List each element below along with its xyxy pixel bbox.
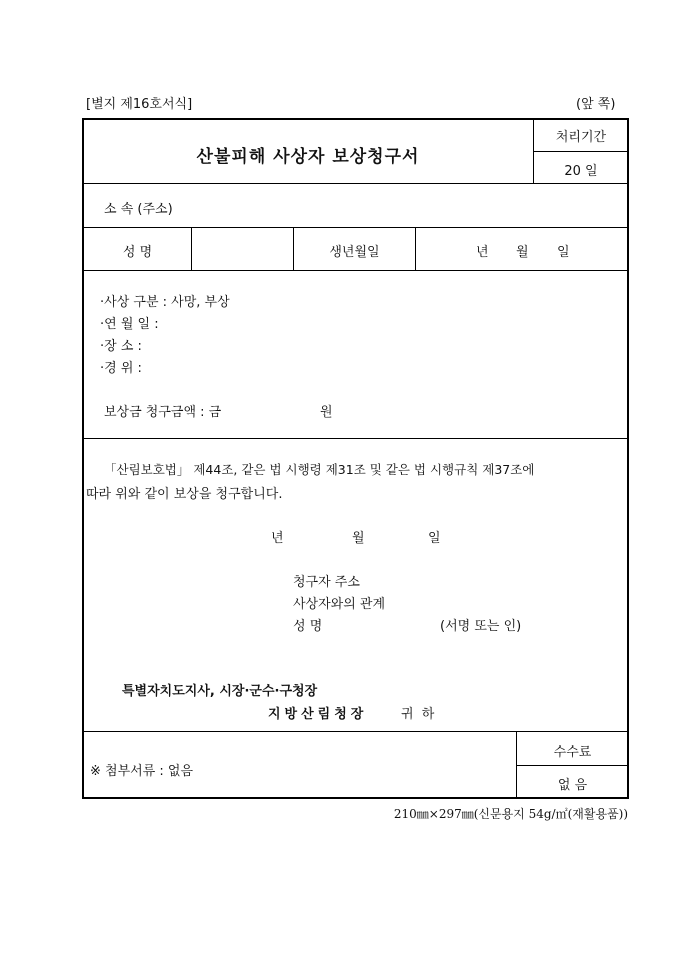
honorific: 귀 하 bbox=[401, 707, 437, 722]
paper-spec: 210㎜×297㎜(신문용지 54g/㎡(재활용품)) bbox=[393, 807, 628, 821]
rule-person-bottom bbox=[83, 270, 628, 271]
birthdate-label: 생년월일 bbox=[329, 245, 380, 260]
birthdate-year: 년 bbox=[476, 245, 489, 260]
birthdate-day: 일 bbox=[557, 245, 570, 260]
declaration-line1: 「산림보호법」 제44조, 같은 법 시행령 제31조 및 같은 법 시행규칙 제37조에 bbox=[104, 462, 535, 477]
fee-label: 수수료 bbox=[553, 745, 592, 760]
rule-period-middle bbox=[533, 151, 628, 152]
rule-affiliation-bottom bbox=[83, 227, 628, 228]
form-number: [별지 제16호서식] bbox=[86, 97, 193, 112]
declaration-day: 일 bbox=[428, 531, 441, 546]
rule-person-sep1 bbox=[191, 228, 192, 270]
recipient-line2: 지방산림청장 bbox=[268, 707, 368, 722]
declaration-month: 월 bbox=[352, 531, 365, 546]
page-side: (앞 쪽) bbox=[576, 97, 616, 112]
incident-circumstances: ·경 위 : bbox=[100, 361, 142, 376]
processing-period-value: 20 일 bbox=[564, 164, 598, 179]
birthdate-month: 월 bbox=[516, 245, 529, 260]
processing-period-label: 처리기간 bbox=[555, 130, 607, 145]
rule-title-bottom bbox=[83, 183, 628, 184]
claim-amount-label: 보상금 청구금액 : 금 bbox=[104, 405, 222, 420]
name-label: 성 명 bbox=[122, 245, 153, 260]
affiliation-label: 소 속 (주소) bbox=[104, 202, 173, 217]
incident-date: ·연 월 일 : bbox=[100, 317, 159, 332]
incident-place: ·장 소 : bbox=[100, 339, 142, 354]
claim-amount-unit: 원 bbox=[320, 405, 333, 420]
casualty-type: ·사상 구분 : 사망, 부상 bbox=[100, 295, 230, 310]
rule-declaration-bottom bbox=[83, 731, 628, 732]
rule-person-sep3 bbox=[415, 228, 416, 270]
claimant-address-label: 청구자 주소 bbox=[293, 575, 360, 590]
rule-fee-middle bbox=[516, 765, 628, 766]
declaration-line2: 따라 위와 같이 보상을 청구합니다. bbox=[86, 487, 283, 502]
relation-label: 사상자와의 관계 bbox=[293, 597, 386, 612]
form-title: 산불피해 사상자 보상청구서 bbox=[196, 147, 420, 167]
claimant-name-label: 성 명 bbox=[293, 619, 323, 634]
signature-label: (서명 또는 인) bbox=[440, 619, 522, 634]
declaration-year: 년 bbox=[271, 531, 284, 546]
fee-value: 없 음 bbox=[557, 778, 588, 793]
recipient-line1: 특별자치도지사, 시장·군수·구청장 bbox=[122, 684, 318, 699]
rule-details-bottom bbox=[83, 438, 628, 439]
attachments-note: ※ 첨부서류 : 없음 bbox=[90, 764, 194, 779]
